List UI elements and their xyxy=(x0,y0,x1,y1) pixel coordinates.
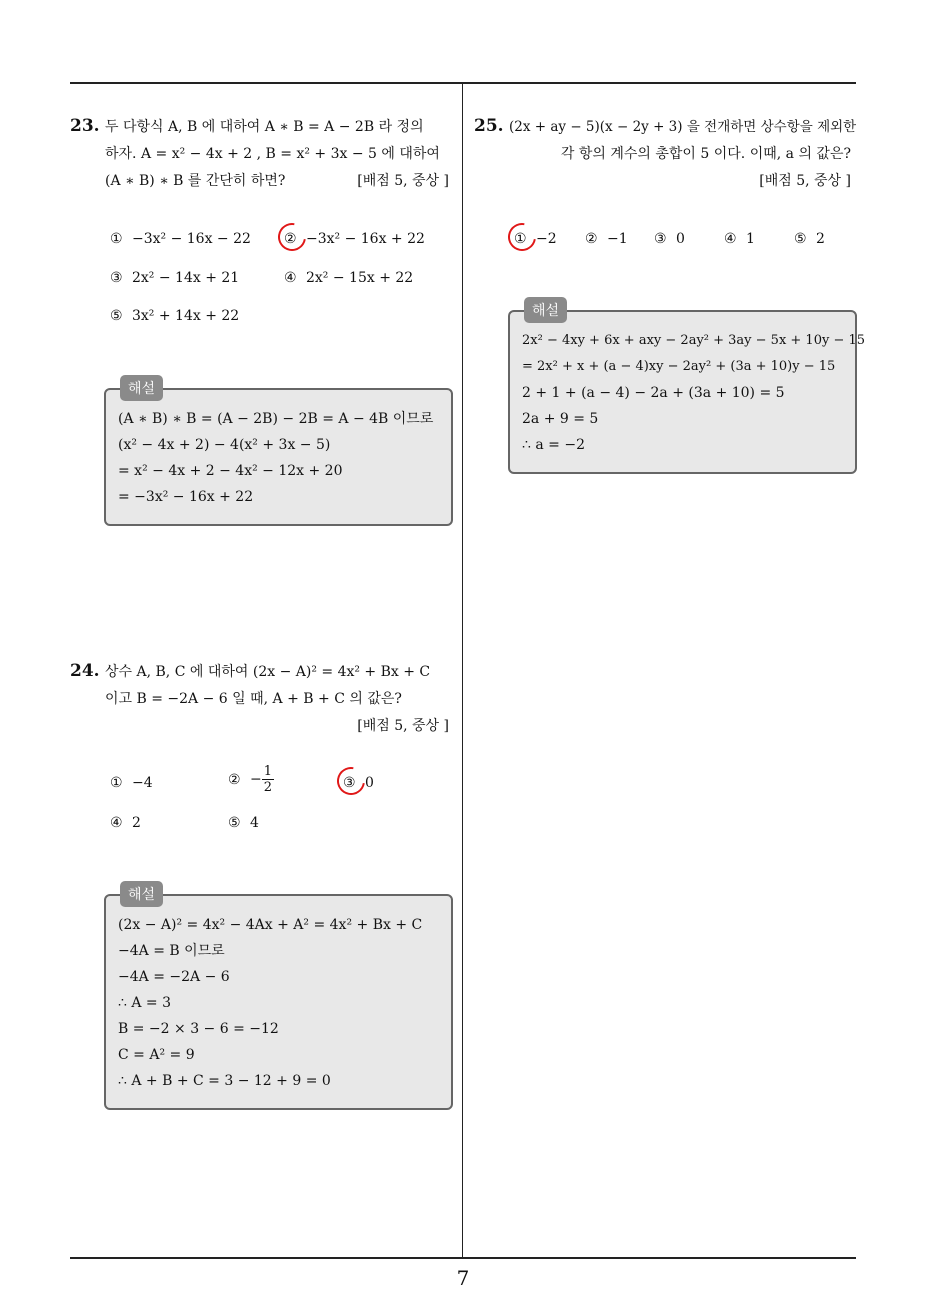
score-meta: [배점 5, 중상 ] xyxy=(759,173,851,189)
choice-2[interactable]: ② −3x² − 16x + 22 xyxy=(284,229,425,249)
choice-5[interactable]: ⑤ 2 xyxy=(794,231,825,247)
solution-line: 2a + 9 = 5 xyxy=(522,411,599,427)
choice-3[interactable]: ③ 2x² − 14x + 21 xyxy=(110,270,240,286)
choice-5[interactable]: ⑤ 4 xyxy=(228,815,259,831)
question-number: 23. xyxy=(70,116,100,136)
bottom-rule xyxy=(70,1257,856,1259)
question-text xyxy=(105,114,455,195)
choice-1[interactable]: ① −2 xyxy=(514,229,557,249)
choice-1[interactable]: ① −4 xyxy=(110,775,153,791)
question-number: 25. xyxy=(474,116,504,136)
choice-4[interactable]: ④ 2 xyxy=(110,815,141,831)
choice-2[interactable]: ② − $\frac{1}{2}$ xyxy=(228,764,273,795)
choice-mark: ② xyxy=(284,229,306,249)
solution-line: = 2x² + x + (a − 4)xy − 2ay² + (3a + 10)y − 15 xyxy=(522,359,836,374)
solution-line: (A ∗ B) ∗ B = (A − 2B) − 2B = A − 4B 이므로 xyxy=(118,411,434,427)
choice-3[interactable]: ③ 0 xyxy=(343,773,374,793)
question-line: (A ∗ B) ∗ B 를 간단히 하면? xyxy=(105,173,286,189)
solution-line: C = A² = 9 xyxy=(118,1047,195,1063)
choice-mark: ① xyxy=(514,229,536,249)
choice-4[interactable]: ④ 1 xyxy=(724,231,755,247)
choice-mark: ③ xyxy=(343,773,365,793)
solution-line: ∴ a = −2 xyxy=(522,437,585,453)
solution-tab: 해설 xyxy=(120,375,163,401)
solution-line: 2x² − 4xy + 6x + axy − 2ay² + 3ay − 5x + 10y − 15 xyxy=(522,333,866,348)
question-text xyxy=(105,659,455,740)
solution-line: ∴ A = 3 xyxy=(118,995,172,1011)
score-meta: [배점 5, 중상 ] xyxy=(357,173,449,189)
answer-circle-icon xyxy=(332,762,371,801)
answer-circle-icon xyxy=(273,218,312,257)
column-divider xyxy=(462,82,463,1258)
page-number: 7 xyxy=(456,1266,470,1290)
question-line: 두 다항식 A, B 에 대하여 A ∗ B = A − 2B 라 정의 xyxy=(105,119,424,135)
solution-line: −4A = −2A − 6 xyxy=(118,969,230,985)
question-line: 하자. A = x² − 4x + 2 , B = x² + 3x − 5 에 대하여 xyxy=(105,146,440,162)
solution-line: ∴ A + B + C = 3 − 12 + 9 = 0 xyxy=(118,1073,331,1089)
solution-line: (x² − 4x + 2) − 4(x² + 3x − 5) xyxy=(118,437,331,453)
solution-line: −4A = B 이므로 xyxy=(118,943,225,959)
question-line: 상수 A, B, C 에 대하여 (2x − A)² = 4x² + Bx + C xyxy=(105,664,431,680)
solution-line: = −3x² − 16x + 22 xyxy=(118,489,254,505)
solution-line: = x² − 4x + 2 − 4x² − 12x + 20 xyxy=(118,463,343,479)
question-text xyxy=(509,114,857,195)
score-meta: [배점 5, 중상 ] xyxy=(357,718,449,734)
question-line: 이고 B = −2A − 6 일 때, A + B + C 의 값은? xyxy=(105,691,402,707)
solution-tab: 해설 xyxy=(524,297,567,323)
solution-line: (2x − A)² = 4x² − 4Ax + A² = 4x² + Bx + C xyxy=(118,917,423,933)
solution-line: 2 + 1 + (a − 4) − 2a + (3a + 10) = 5 xyxy=(522,385,785,401)
choice-4[interactable]: ④ 2x² − 15x + 22 xyxy=(284,270,414,286)
solution-tab: 해설 xyxy=(120,881,163,907)
choice-5[interactable]: ⑤ 3x² + 14x + 22 xyxy=(110,308,240,324)
choice-3[interactable]: ③ 0 xyxy=(654,231,685,247)
solution-box xyxy=(104,887,453,1110)
choice-1[interactable]: ① −3x² − 16x − 22 xyxy=(110,231,251,247)
solution-box xyxy=(104,381,453,526)
question-line: (2x + ay − 5)(x − 2y + 3) 을 전개하면 상수항을 제외한 xyxy=(509,119,857,135)
solution-box xyxy=(508,303,866,474)
question-line: 각 항의 계수의 총합이 5 이다. 이때, a 의 값은? xyxy=(560,146,851,162)
fraction: $\frac{1}{2}$ xyxy=(263,764,273,795)
choice-2[interactable]: ② −1 xyxy=(585,231,628,247)
top-rule xyxy=(70,82,856,84)
answer-circle-icon xyxy=(503,218,542,257)
question-number: 24. xyxy=(70,661,100,681)
solution-line: B = −2 × 3 − 6 = −12 xyxy=(118,1021,279,1037)
